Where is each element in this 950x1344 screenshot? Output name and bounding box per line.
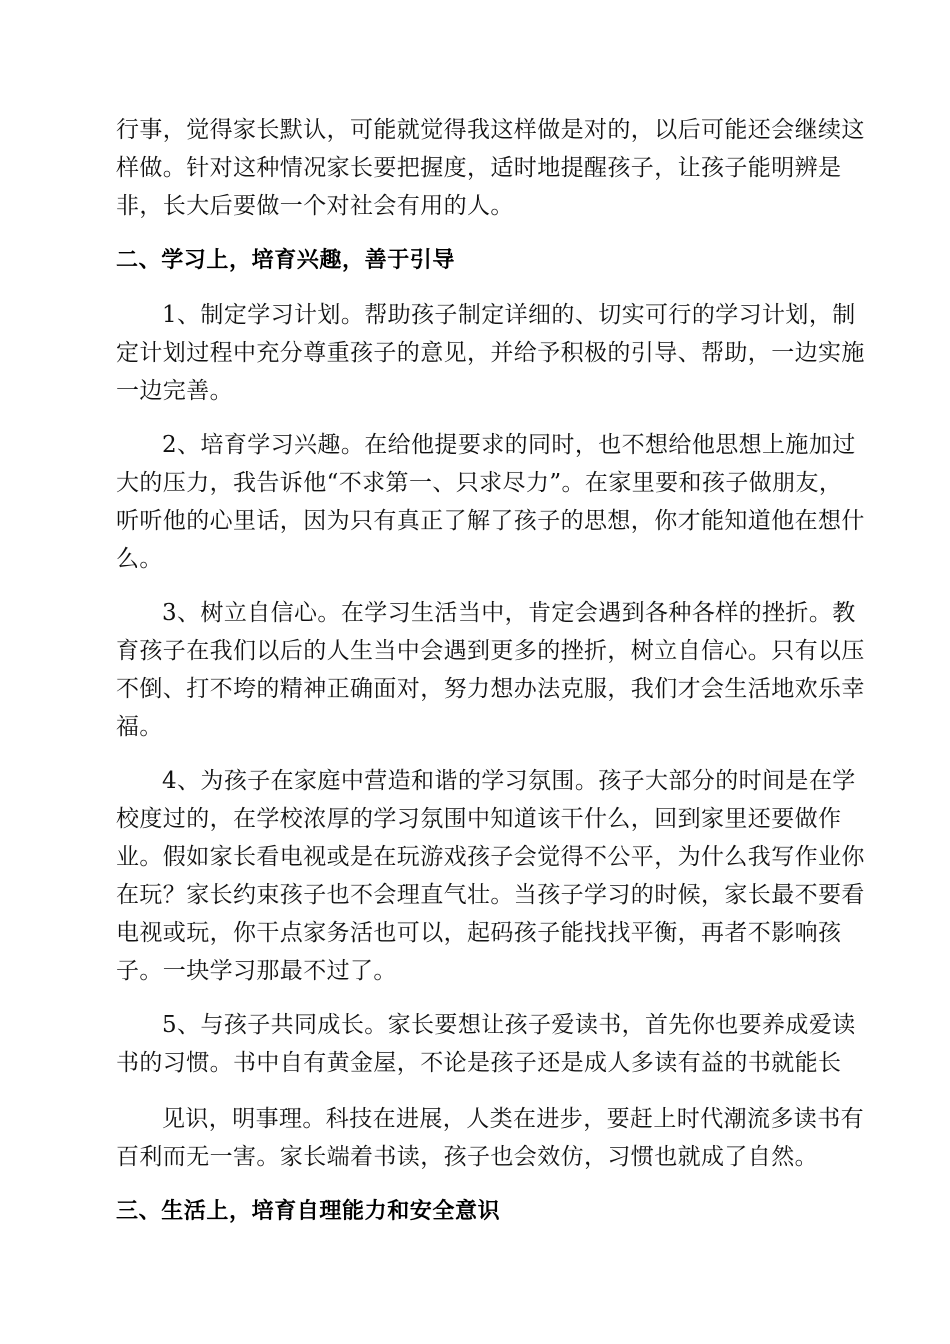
section-heading-study: 二、学习上，培育兴趣，善于引导 bbox=[116, 248, 456, 273]
item3-line: 育孩子在我们以后的人生当中会遇到更多的挫折，树立自信心。只有以压 bbox=[116, 638, 865, 664]
item5-line: 百利而无一害。家长端着书读，孩子也会效仿，习惯也就成了自然。 bbox=[116, 1144, 818, 1170]
item2-line: 2、培育学习兴趣。在给他提要求的同时，也不想给他思想上施加过 bbox=[162, 432, 856, 458]
intro-line: 行事，觉得家长默认，可能就觉得我这样做是对的，以后可能还会继续这 bbox=[116, 117, 865, 143]
item3-line: 3、树立自信心。在学习生活当中，肯定会遇到各种各样的挫折。教 bbox=[162, 600, 856, 626]
item4-line: 4、为孩子在家庭中营造和谐的学习氛围。孩子大部分的时间是在学 bbox=[162, 768, 856, 794]
item4-line: 电视或玩，你干点家务活也可以，起码孩子能找找平衡，再者不影响孩 bbox=[116, 920, 842, 946]
item4-line: 在玩？家长约束孩子也不会理直气壮。当孩子学习的时候，家长最不要看 bbox=[116, 882, 865, 908]
item2-line: 大的压力，我告诉他“不求第一、只求尽力”。在家里要和孩子做朋友， bbox=[116, 470, 843, 496]
intro-line: 样做。针对这种情况家长要把握度，适时地提醒孩子，让孩子能明辨是 bbox=[116, 155, 842, 181]
item5-line: 见识，明事理。科技在进展，人类在进步，要赶上时代潮流多读书有 bbox=[162, 1106, 864, 1132]
item2-line: 听听他的心里话，因为只有真正了解了孩子的思想，你才能知道他在想什 bbox=[116, 508, 865, 534]
item5-line: 5、与孩子共同成长。家长要想让孩子爱读书，首先你也要养成爱读 bbox=[162, 1012, 856, 1038]
section-heading-life: 三、生活上，培育自理能力和安全意识 bbox=[116, 1199, 501, 1224]
intro-line: 非，长大后要做一个对社会有用的人。 bbox=[116, 193, 514, 219]
item1-line: 定计划过程中充分尊重孩子的意见，并给予积极的引导、帮助，一边实施 bbox=[116, 340, 865, 366]
item4-line: 校度过的，在学校浓厚的学习氛围中知道该干什么，回到家里还要做作 bbox=[116, 806, 842, 832]
item1-line: 1、制定学习计划。帮助孩子制定详细的、切实可行的学习计划，制 bbox=[162, 302, 856, 328]
item3-line: 不倒、打不垮的精神正确面对，努力想办法克服，我们才会生活地欢乐幸 bbox=[116, 676, 865, 702]
item4-line: 子。一块学习那最不过了。 bbox=[116, 958, 397, 984]
item2-line: 么。 bbox=[116, 546, 163, 572]
item4-line: 业。假如家长看电视或是在玩游戏孩子会觉得不公平，为什么我写作业你 bbox=[116, 844, 865, 870]
item3-line: 福。 bbox=[116, 714, 163, 740]
item5-line: 书的习惯。书中自有黄金屋，不论是孩子还是成人多读有益的书就能长 bbox=[116, 1050, 842, 1076]
item1-line: 一边完善。 bbox=[116, 378, 233, 404]
